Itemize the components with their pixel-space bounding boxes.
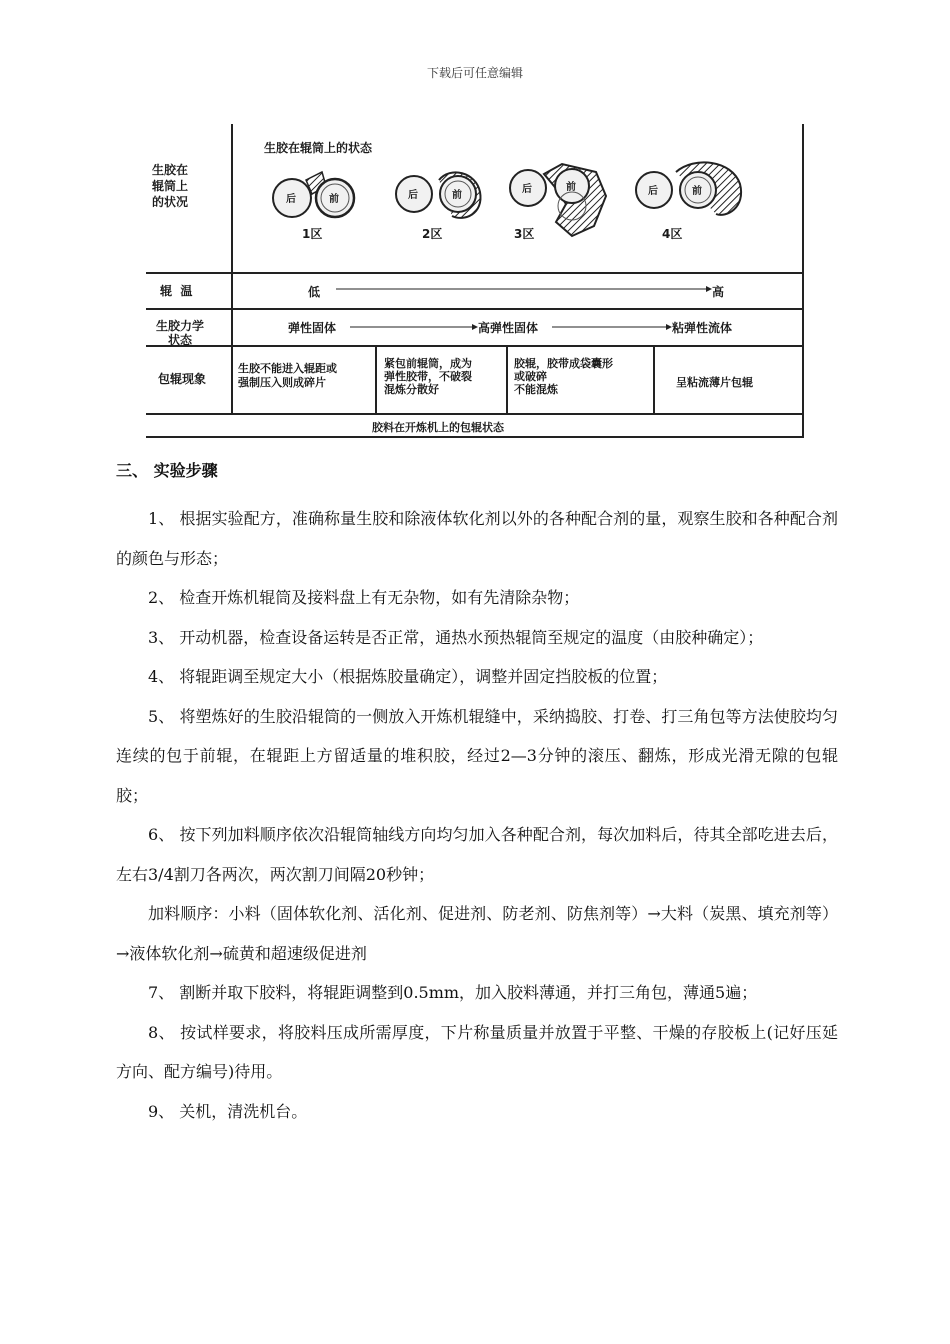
label-state-1: 生胶在 bbox=[152, 163, 189, 177]
wrap-cell-2-line-1: 紧包前辊筒，成为 bbox=[384, 357, 472, 370]
zone-2-back: 后 bbox=[408, 190, 418, 201]
roll-wrapping-figure bbox=[146, 122, 804, 439]
zone-4-label: 4区 bbox=[662, 227, 683, 241]
wrap-cell-2-line-2: 弹性胶带，不破裂 bbox=[384, 370, 472, 383]
label-wrap: 包辊现象 bbox=[158, 372, 207, 386]
temp-high: 高 bbox=[712, 285, 725, 299]
step-5: 5、 将塑炼好的生胶沿辊筒的一侧放入开炼机辊缝中，采纳捣胶、打卷、打三角包等方法使胶均匀连续的包于前辊，在辊距上方留适量的堆积胶，经过2—3分钟的滚压、翻炼，形成光滑无隙的包辊胶； bbox=[116, 706, 838, 805]
zone-2-label: 2区 bbox=[422, 227, 443, 241]
label-mech-2: 状态 bbox=[168, 333, 193, 347]
step-1: 1、 根据实验配方，准确称量生胶和除液体软化剂以外的各种配合剂的量，观察生胶和各种配合剂的颜色与形态； bbox=[116, 509, 838, 568]
step-6: 6、 按下列加料顺序依次沿辊筒轴线方向均匀加入各种配合剂，每次加料后，待其全部吃进去后，左右3/4割刀各两次，两次割刀间隔20秒钟； bbox=[116, 825, 838, 884]
zone-1-front: 前 bbox=[329, 194, 339, 205]
wrap-cell-2-line-3: 混炼分散好 bbox=[384, 383, 439, 396]
zone-3-front: 前 bbox=[566, 182, 576, 193]
wrap-cell-3-line-2: 或破碎 bbox=[514, 370, 547, 383]
label-state-3: 的状况 bbox=[152, 195, 189, 209]
label-state-2: 辊筒上 bbox=[152, 179, 189, 193]
label-mech-1: 生胶力学 bbox=[156, 319, 205, 333]
step-7: 7、 割断并取下胶料，将辊距调整到0.5mm，加入胶料薄通，并打三角包，薄通5遍； bbox=[148, 983, 758, 1002]
zone-3-rolls bbox=[510, 164, 606, 241]
step-9: 9、 关机，清洗机台。 bbox=[148, 1101, 308, 1121]
label-temp: 辊 温 bbox=[160, 284, 193, 298]
zone-2-front: 前 bbox=[452, 190, 462, 201]
wrap-cell-1-line-1: 生胶不能进入辊距或 bbox=[238, 362, 337, 375]
zone-1-back: 后 bbox=[286, 194, 296, 205]
wrap-cell-3-line-3: 不能混炼 bbox=[514, 383, 558, 396]
zone-1-label: 1区 bbox=[302, 227, 323, 241]
page-header: 下载后可任意编辑 bbox=[426, 66, 523, 80]
wrap-cell-3-line-1: 胶辊，胶带成袋囊形 bbox=[514, 357, 613, 370]
zone-1-rolls bbox=[273, 172, 354, 241]
zone-4-front: 前 bbox=[692, 186, 702, 197]
zone-3-label: 3区 bbox=[514, 227, 535, 241]
mech-state-2: 高弹性固体 bbox=[478, 321, 539, 335]
figure-caption: 胶料在开炼机上的包辊状态 bbox=[372, 421, 504, 434]
step-4: 4、 将辊距调至规定大小（根据炼胶量确定），调整并固定挡胶板的位置； bbox=[148, 667, 668, 686]
zone-3-back: 后 bbox=[522, 184, 532, 195]
feeding-order: 加料顺序：小料（固体软化剂、活化剂、促进剂、防老剂、防焦剂等）→大料（炭黑、填充剂等）→液体软化剂→硫黄和超速级促进剂 bbox=[116, 904, 838, 963]
step-3: 3、 开动机器，检查设备运转是否正常，通热水预热辊筒至规定的温度（由胶种确定）； bbox=[148, 627, 764, 647]
step-8: 8、 按试样要求，将胶料压成所需厚度，下片称量质量并放置于平整、干燥的存胶板上(记好压延方向、配方编号)待用。 bbox=[116, 1022, 838, 1081]
temp-low: 低 bbox=[308, 285, 321, 299]
mech-state-3: 粘弹性流体 bbox=[672, 321, 733, 335]
wrap-cell-4-line-1: 呈粘流薄片包辊 bbox=[676, 376, 753, 389]
figure-svg bbox=[146, 122, 804, 439]
mech-state-1: 弹性固体 bbox=[288, 321, 337, 335]
steps-body bbox=[116, 499, 838, 1131]
zone-2-rolls bbox=[396, 172, 481, 241]
section-title: 三、 实验步骤 bbox=[116, 461, 218, 480]
wrap-cell-1-line-2: 强制压入则成碎片 bbox=[238, 376, 326, 389]
step-2: 2、 检查开炼机辊筒及接料盘上有无杂物，如有先清除杂物； bbox=[148, 588, 580, 607]
zone-4-rolls bbox=[636, 162, 741, 241]
zone-4-back: 后 bbox=[648, 186, 658, 197]
state-title: 生胶在辊筒上的状态 bbox=[264, 141, 373, 155]
